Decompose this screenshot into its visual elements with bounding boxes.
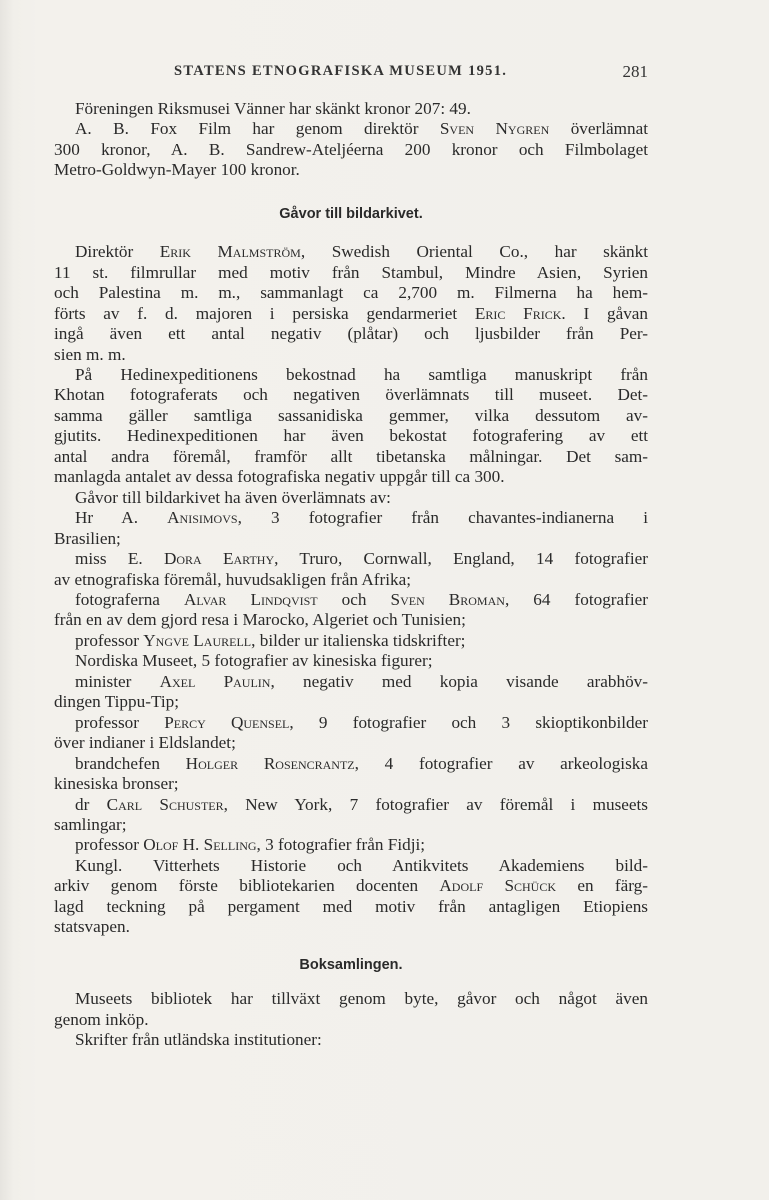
section-heading-boksamlingen: Boksamlingen. <box>299 956 403 973</box>
text-line: 300 kronor, A. B. Sandrew-Ateljéerna 200 kronor och Filmbolaget <box>54 139 648 159</box>
text-line: och Palestina m. m., sammanlagt ca 2,700 m. Filmerna ha hem- <box>54 283 648 303</box>
list-item <box>54 590 648 631</box>
list-item <box>54 795 648 836</box>
text-line: manlagda antalet av dessa fotografiska negativ uppgår till ca 300. <box>54 467 505 487</box>
text-line: samma gäller samtliga sassanidiska gemmer, vilka dessutom av- <box>54 405 648 425</box>
person-name: Erik Malmström <box>159 242 301 262</box>
text-line: dr Carl Schuster, New York, 7 fotografier av föremål i museets <box>75 794 648 814</box>
text-line: Brasilien; <box>54 528 121 548</box>
text-line: förts av f. d. majoren i persiska gendarmeriet Eric Frick. I gåvan <box>54 303 649 323</box>
list-item <box>54 631 648 651</box>
person-name: Olof H. Selling <box>143 835 257 855</box>
text-line: av etnografiska föremål, huvudsakligen från Afrika; <box>54 569 411 589</box>
text-line: Metro-Goldwyn-Mayer 100 kronor. <box>54 160 300 180</box>
text-line: miss E. Dora Earthy, Truro, Cornwall, England, 14 fotografier <box>75 549 648 569</box>
text-line: arkiv genom förste bibliotekarien docenten Adolf Schück en färg- <box>54 876 648 896</box>
section-heading-bildarkivet: Gåvor till bildarkivet. <box>279 205 423 222</box>
person-name: Holger Rosencrantz <box>185 753 355 773</box>
text-line: 11 st. filmrullar med motiv från Stambul, Mindre Asien, Syrien <box>54 262 648 282</box>
list-item <box>54 754 648 795</box>
paragraph-film-donations <box>54 119 648 180</box>
text-line: genom inköp. <box>54 1009 149 1029</box>
person-name: Yngve Laurell <box>143 630 252 650</box>
person-name: Percy Quensel <box>164 712 290 732</box>
page-header <box>54 63 648 85</box>
list-item <box>54 651 648 671</box>
donor-list <box>54 508 648 938</box>
text-line: gjutits. Hedinexpeditionen har även bekostat fotografering av ett <box>54 426 648 446</box>
text-line: lagd teckning på pergament med motiv från antagligen Etiopiens <box>54 896 648 916</box>
text-line: Khotan fotograferats och negativen överlämnats till museet. Det- <box>54 385 648 405</box>
paragraph-riksmusei: Föreningen Riksmusei Vänner har skänkt kronor 207: 49. <box>75 99 471 118</box>
text-line: från en av dem gjord resa i Marocko, Algeriet och Tunisien; <box>54 610 466 630</box>
list-item <box>54 672 648 713</box>
text-line: På Hedinexpeditionens bekostnad ha samtliga manuskript från <box>75 364 648 384</box>
person-name: Sven Nygren <box>439 119 550 139</box>
paragraph-skrifter: Skrifter från utländska institutioner: <box>75 1030 322 1050</box>
running-head: STATENS ETNOGRAFISKA MUSEUM 1951. <box>174 63 508 79</box>
list-item <box>54 713 648 754</box>
person-name: Anisimovs <box>167 508 238 528</box>
person-name: Alvar Lindqvist <box>183 589 318 609</box>
list-item <box>54 856 648 938</box>
text-line: över indianer i Eldslandet; <box>54 733 236 753</box>
text-line: Museets bibliotek har tillväxt genom byte, gåvor och något även <box>75 989 648 1009</box>
list-item <box>54 549 648 590</box>
text-line: Nordiska Museet, 5 fotografier av kinesiska figurer; <box>75 651 433 671</box>
text-line: ingå även ett antal negativ (plåtar) och ljusbilder från Per- <box>54 324 648 344</box>
person-name: Carl Schuster <box>106 794 224 814</box>
page-body <box>54 99 648 1050</box>
person-name: Sven Broman <box>390 589 505 609</box>
text-line: statsvapen. <box>54 917 130 937</box>
text-line: professor Percy Quensel, 9 fotografier och 3 skioptikonbilder <box>75 712 648 732</box>
text-line: professor Yngve Laurell, bilder ur italienska tidskrifter; <box>75 630 466 650</box>
text-line: Hr A. Anisimovs, 3 fotografier från chavantes-indianerna i <box>75 508 648 528</box>
text-line: antal andra föremål, framför allt tibetanska målningar. Det sam- <box>54 446 648 466</box>
text-line: kinesiska bronser; <box>54 774 179 794</box>
person-name: Dora Earthy <box>163 549 275 569</box>
paragraph-bibliotek <box>54 989 648 1030</box>
text-line: Direktör Erik Malmström, Swedish Oriental Co., har skänkt <box>75 242 648 262</box>
text-line: A. B. Fox Film har genom direktör Sven Nygren överlämnat <box>75 119 649 139</box>
page-number: 281 <box>622 62 648 81</box>
paragraph-hedinexpeditionen <box>54 365 648 488</box>
list-item <box>54 508 648 549</box>
paragraph-malmstrom <box>54 242 648 365</box>
text-line: Kungl. Vitterhets Historie och Antikvitets Akademiens bild- <box>75 855 648 875</box>
person-name: Eric Frick <box>474 303 562 323</box>
text-line: samlingar; <box>54 814 127 834</box>
text-line: minister Axel Paulin, negativ med kopia visande arabhöv- <box>75 671 649 691</box>
text-line: professor Olof H. Selling, 3 fotografier från Fidji; <box>75 835 426 855</box>
text-line: brandchefen Holger Rosencrantz, 4 fotografier av arkeologiska <box>75 753 648 773</box>
text-line: fotograferna Alvar Lindqvist och Sven Broman, 64 fotografier <box>75 589 648 609</box>
text-line: dingen Tippu-Tip; <box>54 692 179 712</box>
paragraph-donors-intro: Gåvor till bildarkivet ha även överlämnats av: <box>75 487 391 507</box>
person-name: Axel Paulin <box>159 671 271 691</box>
list-item <box>54 835 648 855</box>
text-line: sien m. m. <box>54 344 126 364</box>
person-name: Adolf Schück <box>439 876 557 896</box>
